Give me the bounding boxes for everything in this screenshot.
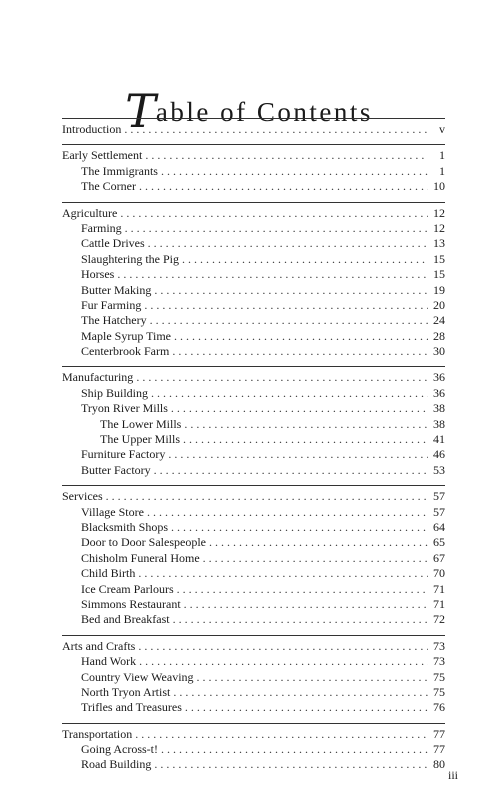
toc-entry-title: Going Across-t! — [81, 742, 158, 757]
dot-leader — [120, 206, 428, 221]
toc-entry-page: 67 — [433, 550, 445, 565]
toc-entry-page: 75 — [433, 684, 445, 699]
toc-entry-page: 15 — [433, 267, 445, 282]
toc-entry-title: Bed and Breakfast — [81, 612, 170, 627]
toc-entry-title: Road Building — [81, 757, 152, 772]
dot-leader — [125, 221, 428, 236]
toc-entry-title: Country View Weaving — [81, 669, 194, 684]
toc-entry-page: 28 — [433, 328, 445, 343]
dot-leader — [168, 447, 428, 462]
dot-leader — [138, 639, 428, 654]
dot-leader — [184, 417, 428, 432]
dot-leader — [184, 597, 428, 612]
dot-leader — [135, 727, 428, 742]
toc-entry-page: 80 — [433, 757, 445, 772]
toc-entry-title: Farming — [81, 220, 122, 235]
dot-leader — [151, 386, 428, 401]
toc-entry-title: Maple Syrup Time — [81, 328, 172, 343]
toc-entry-page: 71 — [433, 581, 445, 596]
dot-leader — [173, 685, 428, 700]
toc-entry[interactable] — [62, 283, 445, 298]
toc-entry-title: Chisholm Funeral Home — [81, 550, 200, 565]
dot-leader — [161, 164, 428, 179]
page-number: iii — [447, 768, 458, 782]
toc-entry-page: 36 — [433, 385, 445, 400]
toc-entry-page: 41 — [433, 432, 445, 447]
toc-entry-title: Horses — [81, 267, 115, 282]
toc-entry-page: 20 — [433, 297, 445, 312]
toc-entry-page: 65 — [433, 535, 445, 550]
toc-entry-page: 75 — [433, 669, 445, 684]
dot-leader — [148, 236, 428, 251]
dot-leader — [117, 267, 428, 282]
toc-entry-title: The Immigrants — [81, 163, 158, 178]
toc-entry-title: Slaughtering the Pig — [81, 251, 179, 266]
toc-entry-title: Simmons Restaurant — [81, 596, 181, 611]
toc-section — [62, 486, 445, 635]
dot-leader — [183, 432, 428, 447]
toc-entry[interactable] — [62, 700, 445, 715]
toc-entry-title: Services — [62, 489, 103, 504]
toc-entry-title: Tryon River Mills — [81, 401, 168, 416]
toc-entry-page: 12 — [433, 220, 445, 235]
toc-entry-page: 73 — [433, 654, 445, 669]
toc-entry-page: 73 — [433, 638, 445, 653]
toc-entry-title: Child Birth — [81, 566, 136, 581]
toc-entry[interactable] — [62, 685, 445, 700]
toc-entry[interactable] — [62, 252, 445, 267]
toc-entry[interactable] — [62, 236, 445, 251]
toc-entry[interactable] — [62, 164, 445, 179]
toc-entry-page: 77 — [433, 726, 445, 741]
toc-entry-title: Transportation — [62, 726, 133, 741]
toc-entry[interactable] — [62, 654, 445, 669]
toc-entry-page: 57 — [433, 489, 445, 504]
toc-entry[interactable] — [62, 612, 445, 627]
dot-leader — [185, 700, 428, 715]
toc-entry-page: 72 — [433, 612, 445, 627]
toc-entry-title: Ice Cream Parlours — [81, 581, 174, 596]
toc-entry[interactable] — [62, 370, 445, 385]
toc-section — [62, 636, 445, 723]
toc-entry[interactable] — [62, 221, 445, 236]
dot-leader — [177, 582, 428, 597]
toc-entry-title: Manufacturing — [62, 370, 134, 385]
toc-entry-page: 38 — [433, 416, 445, 431]
toc-entry[interactable] — [62, 313, 445, 328]
toc-section — [62, 724, 445, 780]
toc-entry-title: The Hatchery — [81, 313, 147, 328]
toc-entry-page: 24 — [433, 313, 445, 328]
dot-leader — [182, 252, 428, 267]
dot-leader — [144, 298, 428, 313]
toc-entry[interactable] — [62, 505, 445, 520]
dot-leader — [136, 370, 428, 385]
dot-leader — [154, 757, 428, 772]
toc-entry-title: Centerbrook Farm — [81, 344, 170, 359]
toc-section — [62, 367, 445, 485]
toc-entry[interactable] — [62, 757, 445, 772]
dot-leader — [154, 463, 428, 478]
toc-entry[interactable] — [62, 489, 445, 504]
toc-entry-page: 38 — [433, 401, 445, 416]
dot-leader — [197, 670, 428, 685]
toc-entry-title: Blacksmith Shops — [81, 519, 169, 534]
toc-entry[interactable] — [62, 148, 445, 163]
dot-leader — [161, 742, 428, 757]
dot-leader — [139, 179, 428, 194]
toc-entry[interactable] — [62, 401, 445, 416]
dot-leader — [209, 535, 428, 550]
toc-entry[interactable] — [62, 535, 445, 550]
table-of-contents — [62, 118, 445, 780]
toc-entry-page: 70 — [433, 566, 445, 581]
toc-entry-title: Early Settlement — [62, 148, 143, 163]
toc-entry-page: 46 — [433, 447, 445, 462]
toc-entry[interactable] — [62, 386, 445, 401]
toc-entry-title: Cattle Drives — [81, 236, 145, 251]
toc-entry-title: Fur Farming — [81, 297, 142, 312]
toc-entry[interactable] — [62, 179, 445, 194]
toc-entry-title: Furniture Factory — [81, 447, 166, 462]
toc-entry-page: 1 — [439, 148, 445, 163]
toc-entry-page: 30 — [433, 344, 445, 359]
toc-entry[interactable] — [62, 344, 445, 359]
toc-entry[interactable] — [62, 432, 445, 447]
toc-entry-title: The Corner — [81, 179, 136, 194]
dot-leader — [171, 520, 428, 535]
toc-entry[interactable] — [62, 463, 445, 478]
toc-entry-page: v — [439, 122, 445, 136]
dot-leader — [154, 283, 428, 298]
toc-entry-title: The Lower Mills — [100, 416, 182, 431]
toc-section — [62, 203, 445, 367]
toc-section — [62, 145, 445, 201]
dot-leader — [106, 489, 428, 504]
toc-entry-title: Butter Factory — [81, 462, 151, 477]
toc-entry-page: 12 — [433, 205, 445, 220]
toc-entry-title: The Upper Mills — [100, 432, 180, 447]
toc-entry-page: 15 — [433, 251, 445, 266]
title-rest: able of Contents — [155, 97, 373, 127]
toc-section — [62, 119, 445, 144]
toc-entry[interactable] — [62, 742, 445, 757]
dot-leader — [174, 329, 428, 344]
toc-entry-title: Village Store — [81, 504, 144, 519]
dot-leader — [138, 566, 428, 581]
toc-entry[interactable] — [62, 727, 445, 742]
toc-entry-page: 71 — [433, 596, 445, 611]
toc-entry-page: 64 — [433, 519, 445, 534]
title-initial: T — [125, 84, 156, 138]
toc-entry[interactable] — [62, 582, 445, 597]
toc-entry-page: 36 — [433, 370, 445, 385]
toc-entry-page: 1 — [439, 163, 445, 178]
toc-entry-title: Door to Door Salespeople — [81, 535, 206, 550]
toc-entry[interactable] — [62, 670, 445, 685]
toc-entry[interactable] — [62, 447, 445, 462]
dot-leader — [139, 654, 428, 669]
toc-entry-page: 13 — [433, 236, 445, 251]
toc-entry-page: 57 — [433, 504, 445, 519]
toc-entry-title: North Tryon Artist — [81, 684, 171, 699]
dot-leader — [147, 505, 428, 520]
toc-entry[interactable] — [62, 267, 445, 282]
toc-entry-title: Trifles and Treasures — [81, 700, 182, 715]
toc-entry[interactable] — [62, 329, 445, 344]
toc-entry[interactable] — [62, 122, 445, 137]
toc-entry[interactable] — [62, 597, 445, 612]
toc-entry-title: Agriculture — [62, 205, 118, 220]
toc-entry-page: 76 — [433, 700, 445, 715]
dot-leader — [173, 612, 428, 627]
toc-entry[interactable] — [62, 206, 445, 221]
toc-entry[interactable] — [62, 520, 445, 535]
toc-entry-title: Ship Building — [81, 385, 149, 400]
toc-entry-page: 53 — [433, 462, 445, 477]
toc-entry-title: Arts and Crafts — [62, 638, 136, 653]
dot-leader — [203, 551, 428, 566]
toc-entry[interactable] — [62, 639, 445, 654]
toc-entry-page: 10 — [433, 179, 445, 194]
dot-leader — [150, 313, 428, 328]
toc-entry-page: 19 — [433, 282, 445, 297]
toc-entry-page: 77 — [433, 742, 445, 757]
dot-leader — [124, 122, 428, 137]
toc-entry[interactable] — [62, 551, 445, 566]
dot-leader — [172, 344, 428, 359]
dot-leader — [171, 401, 428, 416]
toc-entry[interactable] — [62, 417, 445, 432]
toc-entry[interactable] — [62, 298, 445, 313]
toc-entry-title: Hand Work — [81, 654, 137, 669]
dot-leader — [145, 148, 428, 163]
toc-entry[interactable] — [62, 566, 445, 581]
toc-entry-title: Introduction — [62, 122, 122, 136]
toc-entry-title: Butter Making — [81, 282, 152, 297]
